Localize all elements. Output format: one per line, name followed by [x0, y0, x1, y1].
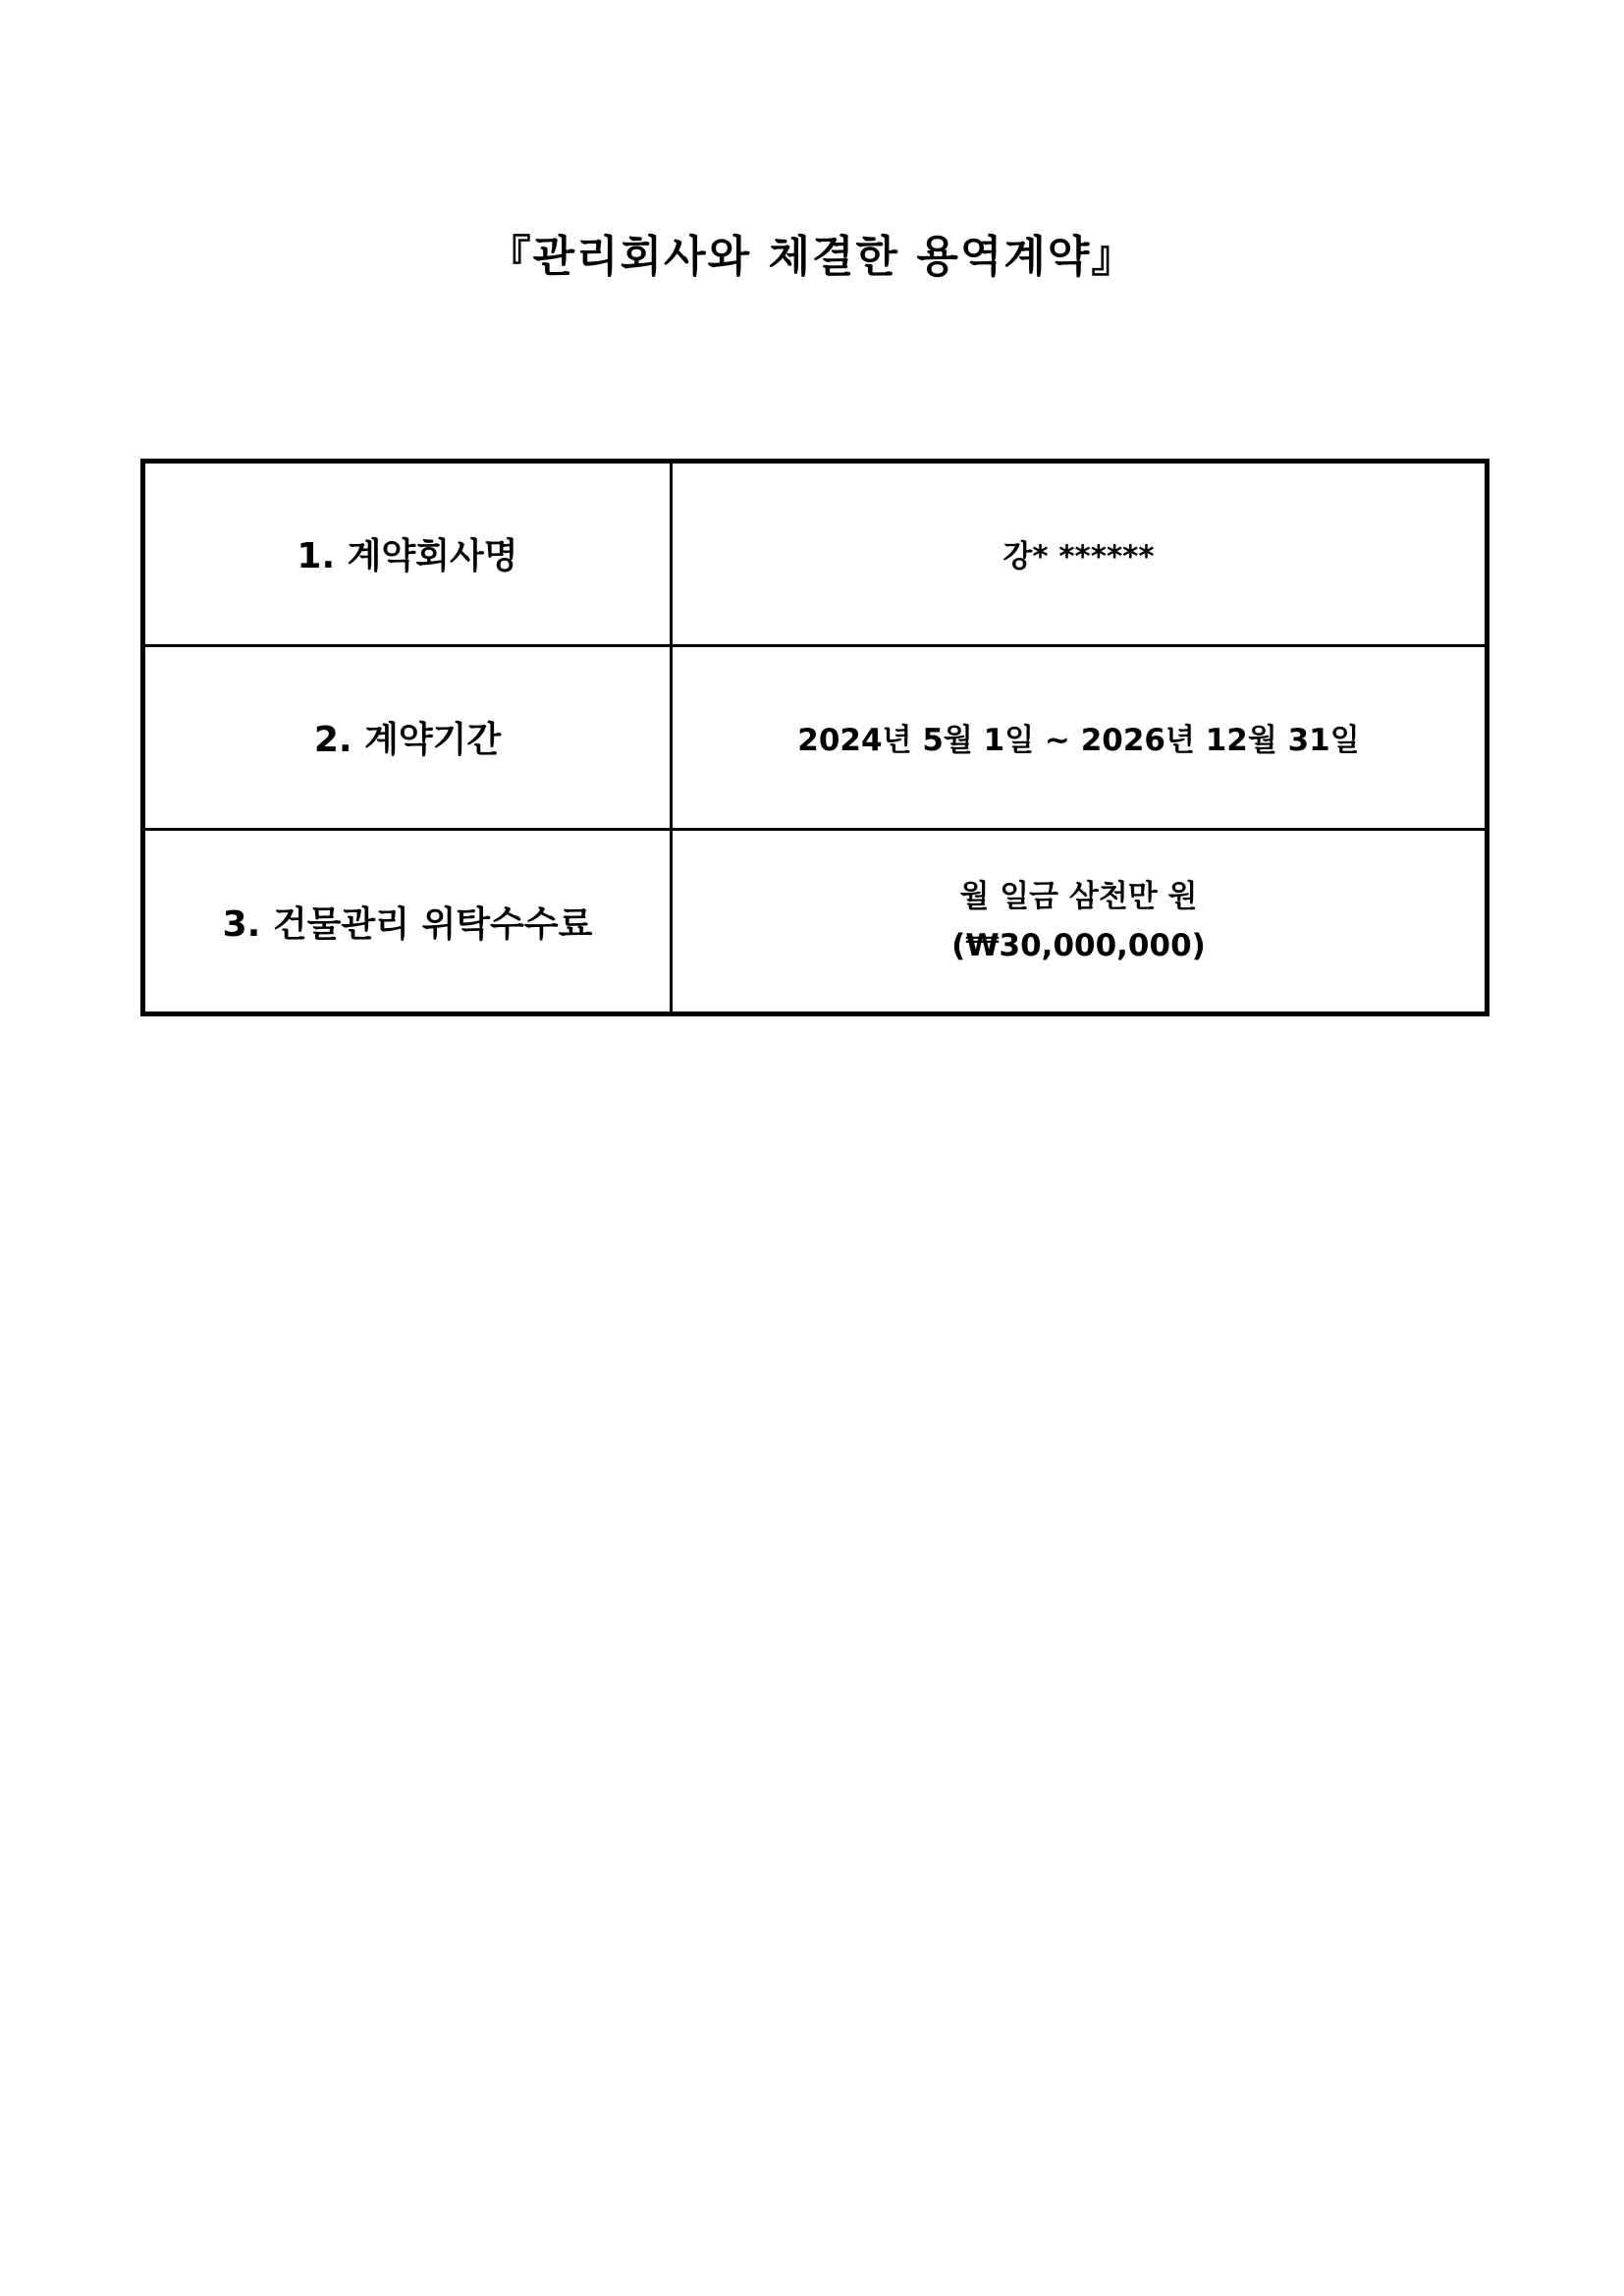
- contract-period-label: 2. 계약기간: [143, 645, 672, 830]
- page-title: 『관리회사와 체결한 용역계약』: [487, 232, 1137, 282]
- management-fee-amount-numeric: (₩30,000,000): [951, 928, 1206, 964]
- table-row-company-name: [143, 462, 1488, 646]
- table-row-management-fee: [143, 830, 1488, 1014]
- table-row-contract-period: [143, 645, 1488, 830]
- management-fee-amount-korean: 월 일금 삼천만 원: [959, 879, 1198, 915]
- management-fee-label: 3. 건물관리 위탁수수료: [143, 830, 672, 1014]
- contract-table: [140, 459, 1489, 1016]
- contract-period-value: 2024년 5월 1일 ~ 2026년 12월 31일: [672, 645, 1488, 830]
- company-name-value: 강* ******: [672, 462, 1488, 646]
- company-name-label: 1. 계약회사명: [143, 462, 672, 646]
- management-fee-value: [672, 830, 1488, 1014]
